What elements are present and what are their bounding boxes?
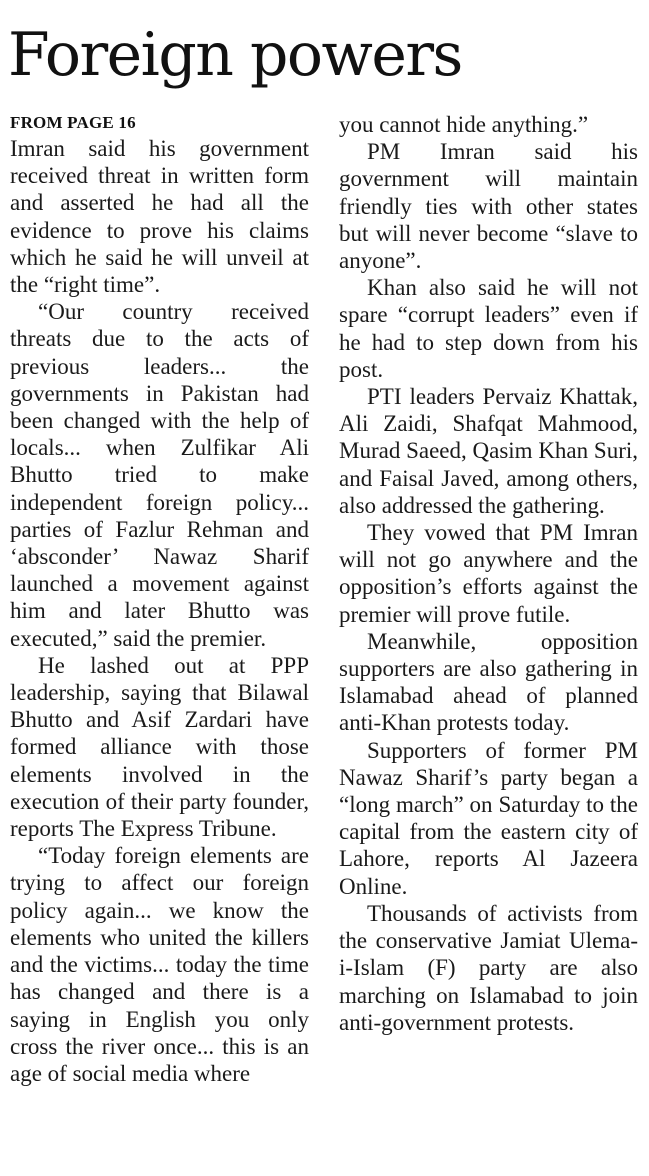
paragraph: Imran said his government received threat in written form and asserted he had all the evidence to prove his claims which he said he will unveil at the “right time”. xyxy=(10,136,309,298)
paragraph: Meanwhile, opposition supporters are also gathering in Islamabad ahead of planned anti-Khan protests today. xyxy=(339,628,638,736)
paragraph: “Our country received threats due to the acts of previous leaders... the governments in Pakistan had been changed with the help of locals... when Zulfikar Ali Bhutto tried to make independent foreign policy... parties of Fazlur Rehman and ‘absconder’ Nawaz Sharif launched a movement against him and later Bhutto was executed,” said the premier. xyxy=(10,299,309,651)
article-column-left xyxy=(10,111,309,1087)
paragraph: “Today foreign elements are trying to affect our foreign policy again... we know the elements who united the killers and the victims... today the time has changed and there is a saying in English you only cross the river once... this is an age of social media where xyxy=(10,843,309,1086)
paragraph: Supporters of former PM Nawaz Sharif’s party began a “long march” on Saturday to the capital from the eastern city of Lahore, reports Al Jazeera Online. xyxy=(339,737,638,899)
paragraph: They vowed that PM Imran will not go anywhere and the opposition’s efforts against the premier will prove futile. xyxy=(339,520,638,627)
paragraph: He lashed out at PPP leadership, saying that Bilawal Bhutto and Asif Zardari have formed alliance with those elements involved in the execution of their party founder, reports The Express Tribune. xyxy=(10,652,309,842)
paragraph: PTI leaders Pervaiz Khattak, Ali Zaidi, Shafqat Mahmood, Murad Saeed, Qasim Khan Suri, and Faisal Javed, among others, also addressed the gathering. xyxy=(339,384,638,518)
headline: Foreign powers xyxy=(8,20,462,90)
paragraph-continued: you cannot hide anything.” xyxy=(339,112,589,137)
dateline: FROM PAGE 16 xyxy=(10,113,136,132)
paragraph: PM Imran said his government will maintain friendly ties with other states but will never become “slave to anyone”. xyxy=(339,139,638,274)
paragraph: Khan also said he will not spare “corrupt leaders” even if he had to step down from his post. xyxy=(339,275,638,382)
article-column-right xyxy=(339,111,638,1036)
paragraph: Thousands of activists from the conservative Jamiat Ulema-i-Islam (F) party are also marching on Islamabad to join anti-government protests. xyxy=(339,900,638,1035)
